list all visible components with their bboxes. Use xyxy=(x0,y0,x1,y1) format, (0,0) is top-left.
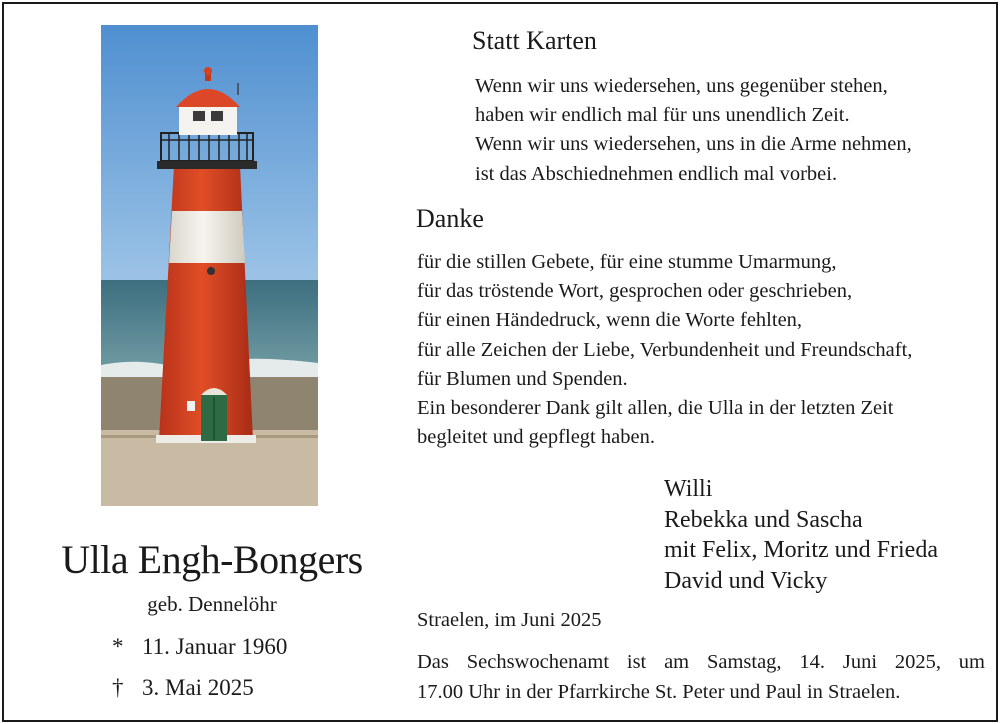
thanks-line: für alle Zeichen der Liebe, Verbundenheit und Freundschaft, xyxy=(417,338,913,361)
deceased-name: Ulla Engh-Bongers xyxy=(61,537,363,582)
poem-line: haben wir endlich mal für uns unendlich Zeit. xyxy=(475,104,850,127)
poem-line: Wenn wir uns wiedersehen, uns gegenüber stehen, xyxy=(475,75,888,97)
thanks-line: für Blumen und Spenden. xyxy=(417,367,628,390)
signers xyxy=(664,474,938,596)
signer: Willi xyxy=(664,476,713,502)
poem-text xyxy=(475,72,912,189)
signer: Rebekka und Sascha xyxy=(664,506,863,533)
obituary-card xyxy=(2,2,998,722)
death-date: 3. Mai 2025 xyxy=(142,675,254,700)
lighthouse-photo xyxy=(101,25,318,506)
death-cross-icon: † xyxy=(112,675,124,700)
signer: mit Felix, Moritz und Frieda xyxy=(664,537,938,563)
poem-line: Wenn wir uns wiedersehen, uns in die Arme nehmen, xyxy=(475,133,912,156)
thanks-line: für die stillen Gebete, für eine stumme Umarmung, xyxy=(417,251,837,273)
mass-notice-line: 17.00 Uhr in der Pfarrkirche St. Peter und Paul in Straelen. xyxy=(417,681,901,703)
thanks-line: Ein besonderer Dank gilt allen, die Ulla in der letzten Zeit xyxy=(417,397,894,420)
maiden-name: geb. Dennelöhr xyxy=(147,592,277,616)
thanks-heading: Danke xyxy=(416,204,484,233)
mass-notice-line: Das Sechswochenamt ist am Samstag, 14. Juni 2025, um xyxy=(417,651,985,673)
birth-date-row xyxy=(112,632,287,662)
signer: David und Vicky xyxy=(664,567,828,594)
death-date-row xyxy=(112,673,254,703)
thanks-line: für einen Händedruck, wenn die Worte fehlten, xyxy=(417,309,803,332)
birth-asterisk-icon: * xyxy=(112,634,124,659)
birth-date: 11. Januar 1960 xyxy=(142,634,288,659)
mass-notice xyxy=(417,647,985,707)
thanks-line: begleitet und gepflegt haben. xyxy=(417,426,655,449)
thanks-line: für das tröstende Wort, gesprochen oder geschrieben, xyxy=(417,280,853,303)
place-date: Straelen, im Juni 2025 xyxy=(417,609,602,631)
poem-heading: Statt Karten xyxy=(472,26,597,55)
poem-line: ist das Abschiednehmen endlich mal vorbei. xyxy=(475,162,838,185)
thanks-text xyxy=(417,248,912,452)
